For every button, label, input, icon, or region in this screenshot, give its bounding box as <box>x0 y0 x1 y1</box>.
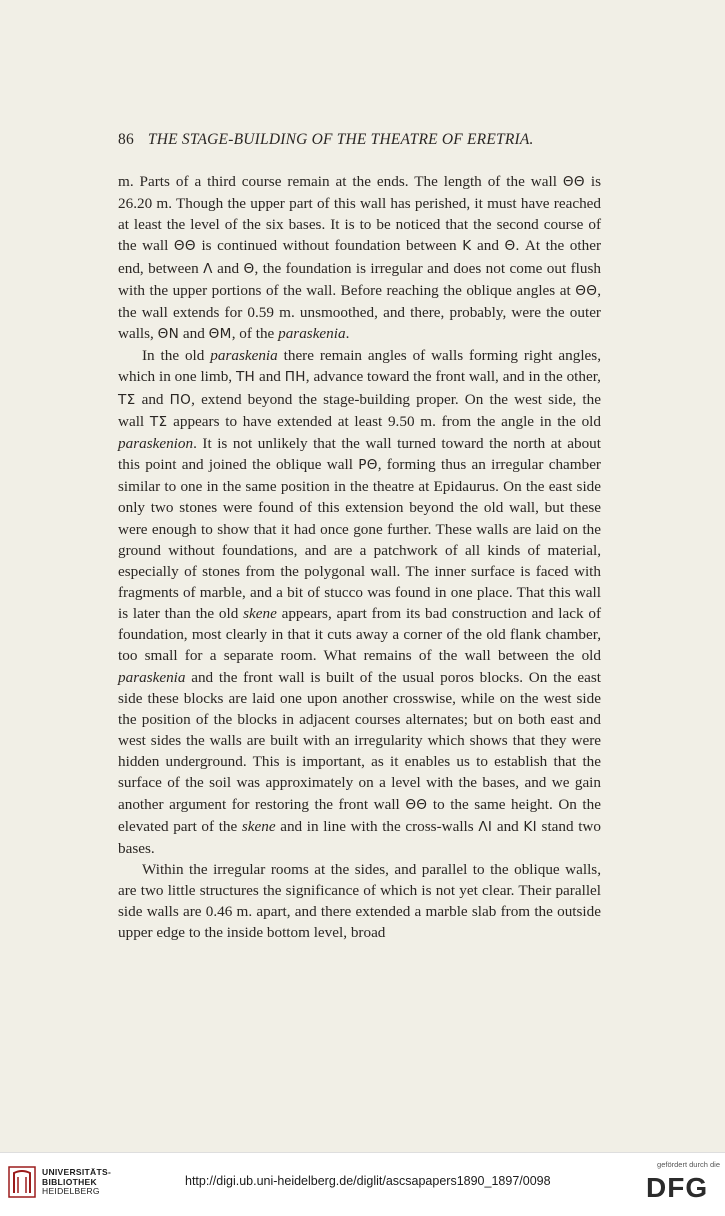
text-run: and <box>212 259 244 277</box>
body-text <box>118 171 601 944</box>
italic-term: paraskenia <box>278 325 346 343</box>
text-run: and the front wall is built of the usual poros blocks. On the east side these blocks are laid one upon another crosswise, while on the west side the position of the blocks in adjacent courses alternates; but on both east and west sides the walls are built with an irregularity which shows that they were hidden underground. This is important, as it enables us to establish that the surface of the soil was approximately on a level with the bases, and we gain another argument for restoring the front wall <box>118 668 601 813</box>
text-run: In the old <box>142 347 211 365</box>
plan-label: ΘΘ <box>173 238 196 255</box>
body-paragraph <box>118 345 601 859</box>
text-run: , advance toward the front wall, and in the other, <box>305 368 601 386</box>
text-run: , the wall extends for 0.59 m. unsmoothed, and there, probably, were the outer walls, <box>118 281 601 343</box>
plan-label: ΘM <box>208 326 232 343</box>
library-line-3: HEIDELBERG <box>42 1186 100 1196</box>
text-run: is 26.20 m. Though the upper part of this wall has perished, it must have reached at least the level of the six bases. It is to be noticed that the second course of the wall <box>118 173 601 255</box>
text-run: and <box>179 325 209 343</box>
plan-label: ΘN <box>157 326 180 343</box>
dfg-logo: DFG <box>646 1172 709 1203</box>
text-run: , forming thus an irregular chamber similar to one in the same position in the theatre at Epidaurus. On the east side only two stones were found of this extension beyond the old wall, but these were enough to show that it had once gone further. These walls are laid on the ground without foundations, and are a patchwork of all kinds of material, especially of stones from the polygonal wall. The inner surface is faced with fragments of marble, and a bit of stucco was found in one place. That this wall is later than the old <box>118 456 601 623</box>
text-run: to the same height. On the elevated part of the <box>118 795 601 835</box>
plan-label: TH <box>235 369 256 386</box>
source-url-link[interactable]: http://digi.ub.uni-heidelberg.de/diglit/ascsapapers1890_1897/0098 <box>185 1174 551 1188</box>
body-paragraph <box>118 171 601 345</box>
library-line-2: BIBLIOTHEK <box>42 1176 97 1187</box>
text-run: Within the irregular rooms at the sides, and parallel to the oblique walls, are two little structures the significance of which is not yet clear. Their parallel side walls are 0.46 m. apart, and there extended a marble slab from the outside upper edge to the inside bottom level, broad <box>118 861 601 942</box>
text-run: m. Parts of a third course remain at the ends. The length of the wall <box>118 173 563 190</box>
text-run: and <box>471 237 505 255</box>
italic-term: paraskenia <box>210 347 278 365</box>
text-run: . It is not unlikely that the wall turned toward the north at about this point and joined the oblique wall <box>118 434 601 474</box>
italic-term: skene <box>241 817 276 835</box>
plan-label: PΘ <box>358 457 378 474</box>
text-run: appears to have extended at least 9.50 m. from the angle in the old <box>167 412 601 430</box>
italic-term: skene <box>243 605 277 623</box>
footer-bar <box>0 1152 725 1216</box>
plan-label: ΠO <box>169 391 192 408</box>
library-name <box>42 1168 111 1197</box>
plan-label: ΘΘ <box>575 282 598 299</box>
university-library-logo-icon <box>8 1165 36 1199</box>
plan-label: ΘΘ <box>562 174 585 190</box>
library-line-1: UNIVERSITÄTS- <box>42 1167 112 1177</box>
plan-label: Θ <box>243 260 255 277</box>
plan-label: KI <box>523 818 537 835</box>
text-run: . At the other end, between <box>118 237 602 277</box>
text-run: , extend beyond the stage-building proper. On the west side, the wall <box>118 390 601 430</box>
plan-label: Θ <box>504 238 516 255</box>
text-run: and <box>255 368 285 386</box>
plan-label: ΠH <box>284 369 306 386</box>
text-run: . <box>345 325 350 343</box>
body-paragraph <box>118 859 601 944</box>
text-run: and <box>135 390 170 408</box>
text-run: is continued without foundation between <box>195 237 463 255</box>
running-title: THE STAGE-BUILDING OF THE THEATRE OF ERETRIA. <box>147 131 534 148</box>
plan-label: TΣ <box>118 391 136 408</box>
running-head <box>118 131 618 149</box>
italic-term: paraskenia <box>118 668 186 686</box>
funder-caption: gefördert durch die <box>657 1160 720 1169</box>
plan-label: Λ <box>203 260 213 277</box>
plan-label: TΣ <box>149 413 168 430</box>
page-number: 86 <box>118 131 134 148</box>
text-run: and <box>492 817 524 835</box>
plan-label: K <box>462 238 472 255</box>
text-run: appears, apart from its bad construction and lack of foundation, most clearly in that it cuts away a corner of the old flank chamber, too small for a separate room. What remains of the wall between the old <box>118 605 602 665</box>
text-run: , the foundation is irregular and does not come out flush with the upper portions of the wall. Before reaching the oblique angles at <box>118 259 601 299</box>
italic-term: paraskenion <box>118 434 194 452</box>
plan-label: ΘΘ <box>405 796 428 813</box>
plan-label: ΛI <box>478 818 493 835</box>
text-run: and in line with the cross-walls <box>275 817 479 835</box>
text-run: stand two bases. <box>118 817 601 857</box>
text-run: , of the <box>231 325 279 343</box>
text-run: there remain angles of walls forming right angles, which in one limb, <box>118 347 601 386</box>
